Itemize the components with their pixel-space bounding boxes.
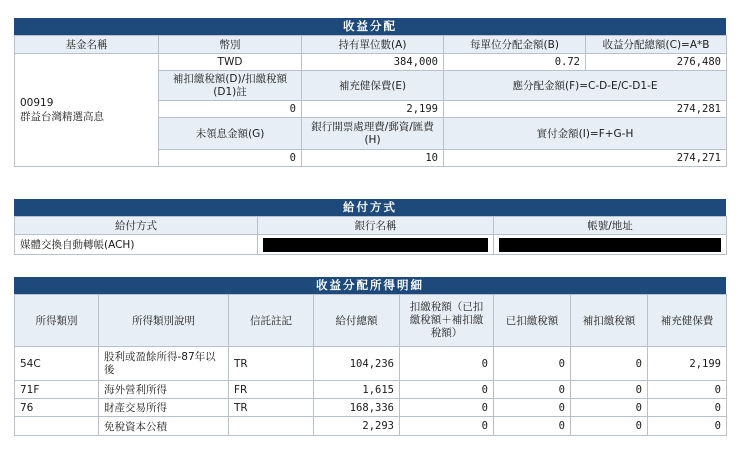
income-desc: 股利或盈餘所得-87年以後 xyxy=(99,347,229,381)
distribution-table xyxy=(14,35,727,167)
header-health: 補充健保費(E) xyxy=(302,71,444,101)
withheld-amount: 0 xyxy=(494,417,571,436)
pay-total: 168,336 xyxy=(314,399,400,417)
income-detail-title: 收益分配所得明細 xyxy=(14,277,726,294)
header-withheld: 已扣繳稅額 xyxy=(494,295,571,347)
header-withhold: 補扣繳稅額(D)/扣繳稅額(D1)註 xyxy=(159,71,302,101)
table-row xyxy=(15,381,727,399)
income-cat xyxy=(15,417,99,436)
table-row xyxy=(15,347,727,381)
units-value: 384,000 xyxy=(302,54,444,71)
trust-note: TR xyxy=(229,347,314,381)
income-cat: 54C xyxy=(15,347,99,381)
header-supp-tax: 補扣繳稅額 xyxy=(571,295,648,347)
header-method: 給付方式 xyxy=(15,217,258,235)
trust-note: TR xyxy=(229,399,314,417)
redaction-block xyxy=(499,238,721,252)
table-row xyxy=(15,399,727,417)
payment-title: 給付方式 xyxy=(14,199,726,216)
tax-amount: 0 xyxy=(400,417,494,436)
tax-amount: 0 xyxy=(400,381,494,399)
actual-value: 274,271 xyxy=(444,150,727,167)
distribution-title: 收益分配 xyxy=(14,18,726,35)
header-total-c: 收益分配總額(C)=A*B xyxy=(586,36,727,54)
pay-total: 2,293 xyxy=(314,417,400,436)
supp-tax-amount: 0 xyxy=(571,417,648,436)
total-c-value: 276,480 xyxy=(586,54,727,71)
payment-section xyxy=(14,199,726,255)
header-trust: 信託註記 xyxy=(229,295,314,347)
header-fee: 銀行開票處理費/郵資/匯費(H) xyxy=(302,118,444,150)
header-income-cat: 所得類別 xyxy=(15,295,99,347)
distribution-section xyxy=(14,18,726,167)
trust-note: FR xyxy=(229,381,314,399)
supp-health-amount: 0 xyxy=(648,399,727,417)
withheld-amount: 0 xyxy=(494,347,571,381)
fund-name: 群益台灣精選高息 xyxy=(20,110,104,123)
header-unclaimed: 未領息金額(G) xyxy=(159,118,302,150)
per-unit-value: 0.72 xyxy=(444,54,586,71)
account-redacted xyxy=(494,235,727,255)
bank-redacted xyxy=(258,235,494,255)
supp-health-amount: 2,199 xyxy=(648,347,727,381)
header-supp-health: 補充健保費 xyxy=(648,295,727,347)
payable-value: 274,281 xyxy=(444,101,727,118)
income-cat: 76 xyxy=(15,399,99,417)
supp-tax-amount: 0 xyxy=(571,399,648,417)
fund-cell xyxy=(15,54,159,167)
supp-health-amount: 0 xyxy=(648,381,727,399)
header-income-desc: 所得類別說明 xyxy=(99,295,229,347)
trust-note xyxy=(229,417,314,436)
unclaimed-value: 0 xyxy=(159,150,302,167)
pay-total: 1,615 xyxy=(314,381,400,399)
header-bank: 銀行名稱 xyxy=(258,217,494,235)
header-fund-name: 基金名稱 xyxy=(15,36,159,54)
withheld-amount: 0 xyxy=(494,381,571,399)
header-payable: 應分配金額(F)=C-D-E/C-D1-E xyxy=(444,71,727,101)
header-account: 帳號/地址 xyxy=(494,217,727,235)
withheld-amount: 0 xyxy=(494,399,571,417)
income-desc: 財產交易所得 xyxy=(99,399,229,417)
supp-tax-amount: 0 xyxy=(571,347,648,381)
header-actual: 實付金額(I)=F+G-H xyxy=(444,118,727,150)
withhold-value: 0 xyxy=(159,101,302,118)
income-detail-table xyxy=(14,294,727,436)
supp-health-amount: 0 xyxy=(648,417,727,436)
redaction-block xyxy=(263,238,488,252)
income-desc: 免稅資本公積 xyxy=(99,417,229,436)
supp-tax-amount: 0 xyxy=(571,381,648,399)
pay-total: 104,236 xyxy=(314,347,400,381)
health-value: 2,199 xyxy=(302,101,444,118)
header-per-unit: 每單位分配金額(B) xyxy=(444,36,586,54)
header-pay-total: 給付總額 xyxy=(314,295,400,347)
method-value: 媒體交換自動轉帳(ACH) xyxy=(15,235,258,255)
income-cat: 71F xyxy=(15,381,99,399)
fee-value: 10 xyxy=(302,150,444,167)
income-detail-section xyxy=(14,277,726,436)
header-tax: 扣繳稅額（已扣繳稅額＋補扣繳稅額） xyxy=(400,295,494,347)
payment-table xyxy=(14,216,727,255)
fund-code: 00919 xyxy=(20,96,54,109)
tax-amount: 0 xyxy=(400,347,494,381)
income-desc: 海外營利所得 xyxy=(99,381,229,399)
header-currency: 幣別 xyxy=(159,36,302,54)
currency-value: TWD xyxy=(159,54,302,71)
table-row xyxy=(15,417,727,436)
header-units: 持有單位數(A) xyxy=(302,36,444,54)
tax-amount: 0 xyxy=(400,399,494,417)
